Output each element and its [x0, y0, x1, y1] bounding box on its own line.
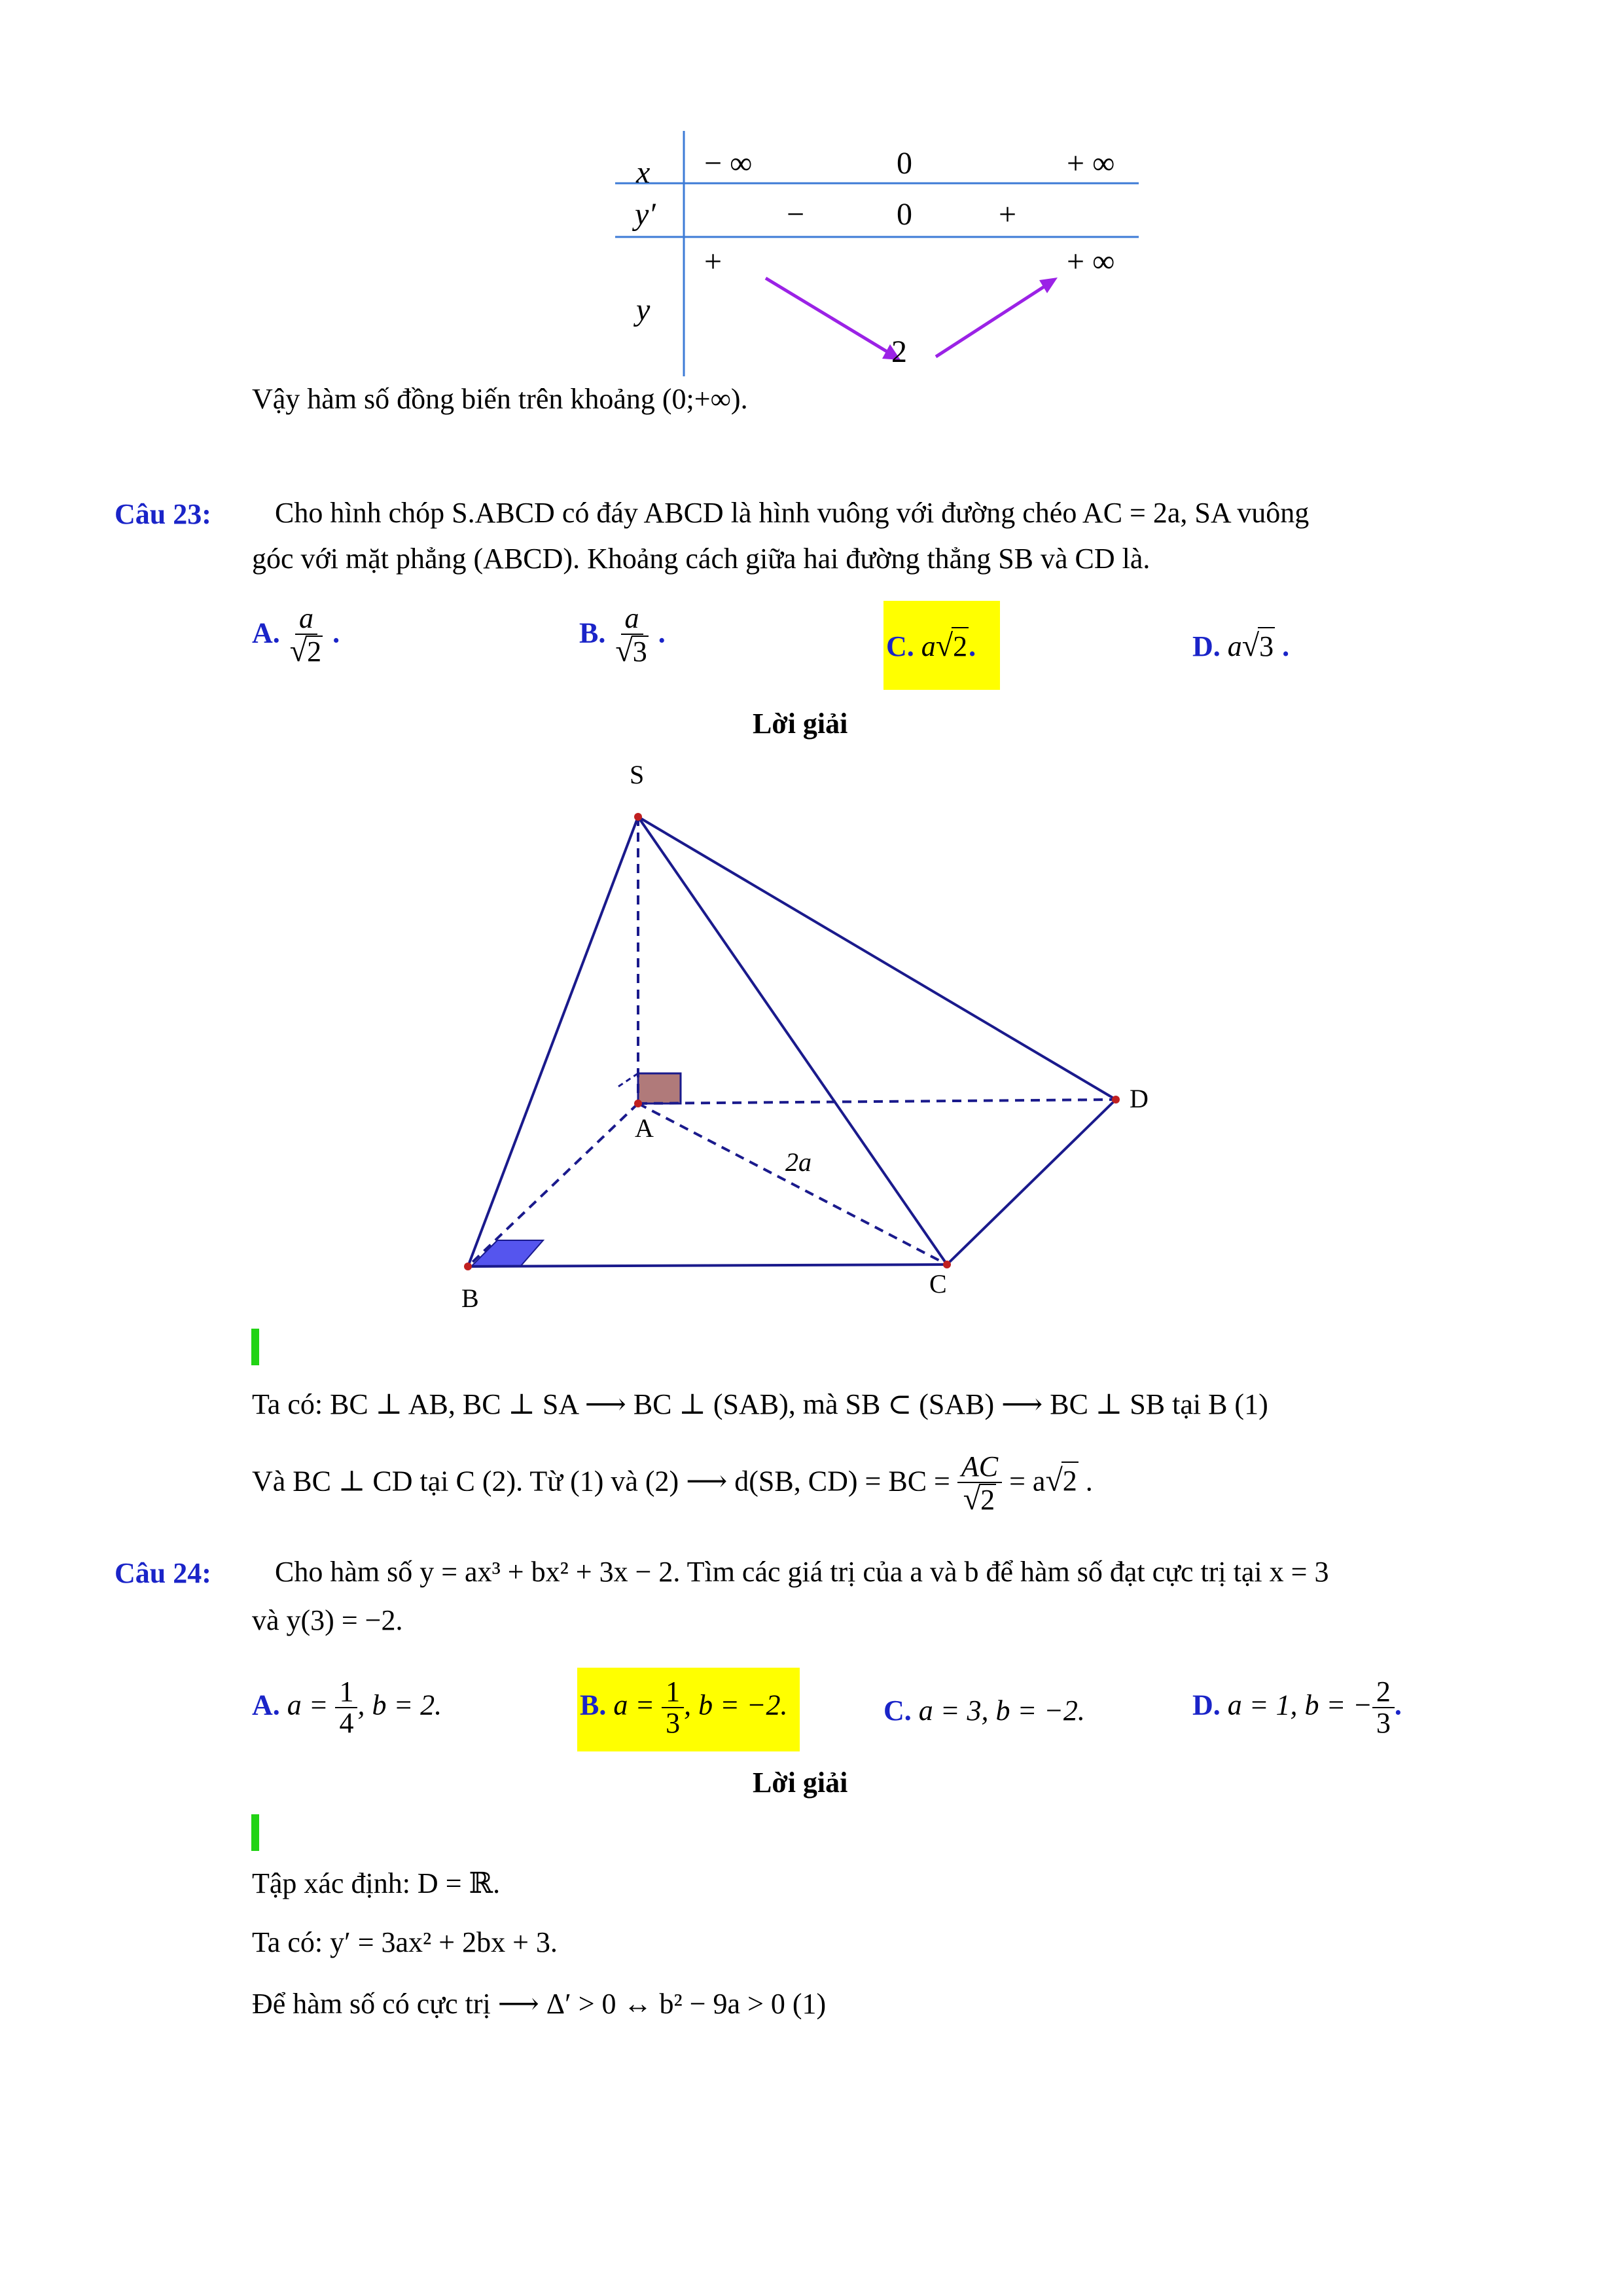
y-min-value: 2 [891, 334, 907, 369]
solution-marker-23 [251, 1329, 259, 1365]
edge-sb [468, 817, 638, 1266]
q23-option-a-fraction: $\frac{a}{√2}$ [289, 602, 322, 669]
q24-option-a-fraction: $\frac{1}{4}$ [335, 1677, 357, 1738]
edge-bc [468, 1265, 947, 1266]
q24-solution-line3: Để hàm số có cực trị ⟶ Δ′ > 0 ↔ b² − 9a > 0 (1) [252, 1988, 827, 2020]
q24-solution-line2: Ta có: y′ = 3ax² + 2bx + 3. [252, 1926, 558, 1958]
label-b: B [461, 1283, 479, 1313]
yprime-zero: 0 [897, 197, 912, 232]
q23-solution-heading: Lời giải [753, 708, 848, 740]
vertex-d [1112, 1096, 1120, 1103]
vertex-s [634, 813, 642, 821]
question-24-line1: Cho hàm số y = ax³ + bx² + 3x − 2. Tìm các giá trị của a và b để hàm số đạt cực trị tại x = 3 [275, 1556, 1329, 1588]
q23-option-b-fraction: $\frac{a}{√3}$ [615, 602, 647, 669]
edge-sc [638, 817, 947, 1265]
q24-option-a[interactable]: A. a = $\frac{1}{4}$ , b = 2. [252, 1676, 442, 1740]
q23-option-c[interactable]: C. a√2. [883, 601, 1000, 690]
x-value-neg-inf: − ∞ [704, 146, 753, 181]
label-c: C [929, 1269, 947, 1299]
label-s: S [630, 760, 645, 789]
question-24-label: Câu 24: [115, 1557, 211, 1589]
q24-option-c[interactable]: C. a = 3, b = −2. [883, 1695, 1085, 1727]
y-left-value: + [704, 244, 722, 279]
edge-ad [638, 1100, 1116, 1103]
label-ac-length: 2a [785, 1147, 812, 1177]
row-label-y: y [636, 293, 651, 327]
q23-solution-line1: Ta có: BC ⊥ AB, BC ⊥ SA ⟶ BC ⊥ (SAB), mà SB ⊂ (SAB) ⟶ BC ⊥ SB tại B (1) [252, 1388, 1268, 1420]
question-24-line2: và y(3) = −2. [252, 1604, 403, 1636]
question-23-label: Câu 23: [115, 498, 211, 530]
question-23-line2: góc với mặt phẳng (ABCD). Khoảng cách giữa hai đường thẳng SB và CD là. [252, 543, 1150, 575]
row-label-yprime: y′ [635, 197, 656, 232]
question-23-line1: Cho hình chóp S.ABCD có đáy ABCD là hình vuông với đường chéo AC = 2a, SA vuông [275, 497, 1310, 529]
q24-option-b[interactable]: B. a = $\frac{1}{3}$ , b = −2. [577, 1668, 800, 1751]
label-d: D [1130, 1084, 1149, 1113]
q24-option-b-fraction: $\frac{1}{3}$ [662, 1677, 684, 1738]
edge-ac [638, 1103, 947, 1265]
x-value-pos-inf: + ∞ [1067, 146, 1115, 181]
q23-solution-fraction: $\frac{AC}{√2}$ [957, 1452, 1002, 1516]
row-label-x: x [636, 155, 651, 190]
q23-option-b[interactable]: B. $\frac{a}{√3}$ . [579, 602, 666, 669]
label-a: A [635, 1113, 654, 1143]
right-angle-mark-b [471, 1240, 543, 1266]
edge-cd [947, 1100, 1116, 1265]
yprime-sign-neg: − [787, 197, 805, 232]
right-angle-mark-a [638, 1073, 681, 1103]
q23-option-d[interactable]: D. a√3 . [1192, 627, 1289, 665]
q24-solution-line1: Tập xác định: D = ℝ. [252, 1867, 501, 1899]
solution-marker-24 [251, 1814, 259, 1851]
conclusion-text: Vậy hàm số đồng biến trên khoảng (0;+∞). [252, 383, 748, 415]
y-right-value: + ∞ [1067, 244, 1115, 279]
q24-option-d[interactable]: D. a = 1, b = − $\frac{2}{3}$ . [1192, 1676, 1402, 1740]
edge-ab [468, 1103, 638, 1266]
vertex-b [464, 1263, 472, 1270]
q24-option-d-fraction: $\frac{2}{3}$ [1372, 1677, 1395, 1738]
q24-solution-heading: Lời giải [753, 1767, 848, 1799]
vertex-a [634, 1100, 642, 1107]
x-value-zero: 0 [897, 146, 912, 181]
q23-option-a[interactable]: A. $\frac{a}{√2}$ . [252, 602, 340, 669]
edge-sd [638, 817, 1116, 1100]
yprime-sign-pos: + [999, 197, 1017, 232]
q23-solution-line2: Và BC ⊥ CD tại C (2). Từ (1) và (2) ⟶ d(SB, CD) = BC = $\frac{AC}{√2}$ = a√2 . [252, 1450, 1093, 1517]
vertex-c [943, 1261, 951, 1268]
